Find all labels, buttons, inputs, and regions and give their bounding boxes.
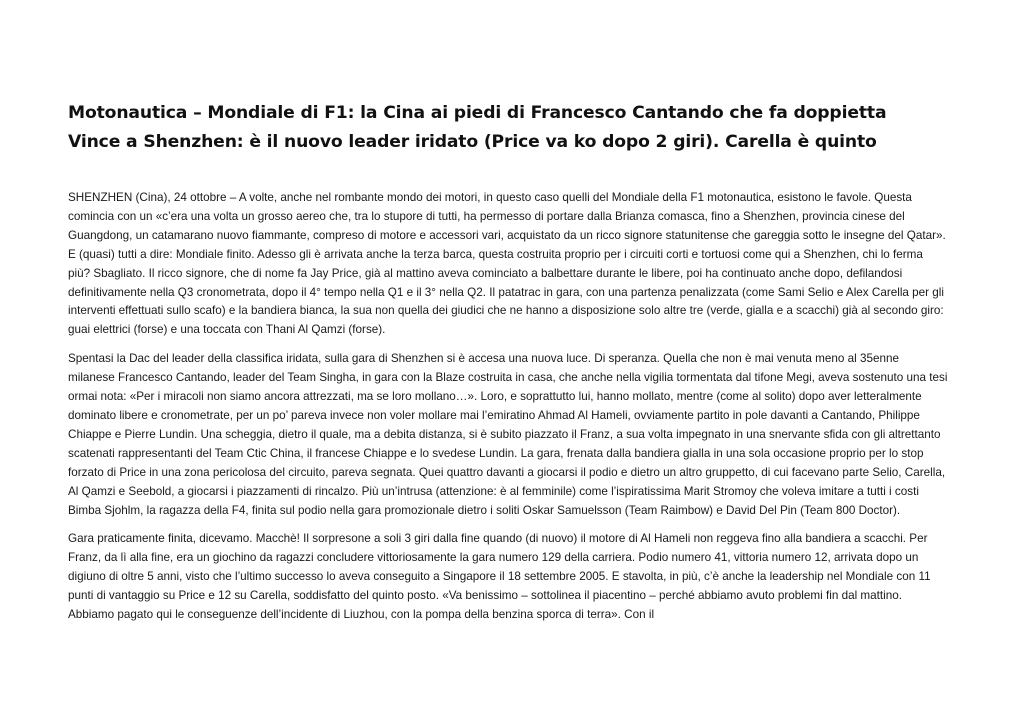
article-title-line-2: Vince a Shenzhen: è il nuovo leader iridato (Price va ko dopo 2 giri). Carella è quinto (68, 132, 877, 152)
article-paragraph-2: Spentasi la Dac del leader della classifica iridata, sulla gara di Shenzhen si è accesa una nuova luce. Di speranza. Quella che non è mai venuta meno al 35enne milanese Francesco Cantando, leader del Team Singha, in gara con la Blaze costruita in casa, che anche nella vigilia tormentata dal tifone Megi, aveva sostenuto una tesi ormai nota: «Per i miracoli non siamo ancora attrezzati, ma se loro mollano…». Loro, e soprattutto lui, hanno mollato, mentre (come al solito) dopo aver letteralmente dominato libere e cronometrate, per un po’ pareva invece non voler mollare mai l’emiratino Ahmad Al Hameli, ovviamente partito in pole davanti a Cantando, Philippe Chiappe e Pierre Lundin. Una scheggia, dietro il quale, ma a debita distanza, si è subito piazzato il Franz, a sua volta impegnato in una snervante sfida con gli altrettanto scatenati rappresentanti del Team Ctic China, il francese Chiappe e lo svedese Lundin. La gara, frenata dalla bandiera gialla in una sola occasione proprio per lo stop forzato di Price in una zona pericolosa del circuito, pareva segnata. Quei quattro davanti a giocarsi il podio e dietro un altro gruppetto, di cui facevano parte Selio, Carella, Al Qamzi e Seebold, a giocarsi i piazzamenti di rincalzo. Più un’intrusa (attenzione: è al femminile) come l’ispiratissima Marit Stromoy che voleva imitare a tutti i costi Bimba Sjohlm, la ragazza della F4, finita sul podio nella gara promozionale dietro i soliti Oskar Samuelsson (Team Raimbow) e David Del Pin (Team 800 Doctor). (68, 352, 948, 517)
article (68, 99, 948, 635)
article-title-line-1: Motonautica – Mondiale di F1: la Cina ai piedi di Francesco Cantando che fa doppietta (68, 103, 887, 123)
article-title (68, 99, 948, 157)
article-body (68, 189, 948, 625)
article-paragraph-3: Gara praticamente finita, dicevamo. Macchè! Il sorpresone a soli 3 giri dalla fine quando (di nuovo) il motore di Al Hameli non reggeva fino alla bandiera a scacchi. Per Franz, da lì alla fine, era un giochino da ragazzi concludere vittoriosamente la gara numero 129 della carriera. Podio numero 41, vittoria numero 12, arrivata dopo un digiuno di oltre 5 anni, visto che l’ultimo successo lo aveva conseguito a Singapore il 18 settembre 2005. E stavolta, in più, c’è anche la leadership nel Mondiale con 11 punti di vantaggio su Price e 12 su Carella, soddisfatto del quinto posto. «Va benissimo – sottolinea il piacentino – perché abbiamo avuto problemi fin dal mattino. Abbiamo pagato qui le conseguenze dell’incidente di Liuzhou, con la pompa della benzina sporca di terra». Con il (68, 532, 931, 622)
article-paragraph-1: SHENZHEN (Cina), 24 ottobre – A volte, anche nel rombante mondo dei motori, in questo caso quelli del Mondiale della F1 motonautica, esistono le favole. Questa comincia con un «c’era una volta un grosso aereo che, tra lo stupore di tutti, ha permesso di portare dalla Brianza comasca, fino a Shenzhen, provincia cinese del Guangdong, un catamarano nuovo fiammante, compreso di motore e accessori vari, acquistato da un ricco signore statunitense che gareggia sotto le insegne del Qatar». E (quasi) tutti a dire: Mondiale finito. Adesso gli è arrivata anche la terza barca, questa costruita proprio per i circuiti corti e tortuosi come qui a Shenzhen, chi lo ferma più? Sbagliato. Il ricco signore, che di nome fa Jay Price, già al mattino aveva cominciato a balbettare durante le libere, poi ha continuato anche dopo, defilandosi definitivamente nella Q3 cronometrata, dopo il 4° tempo nella Q1 e il 3° nella Q2. Il patatrac in gara, con una partenza penalizzata (come Sami Selio e Alex Carella per gli interventi effettuati sullo scafo) e la bandiera bianca, la sua non quella dei giudici che ne hanno a disposizione solo altre tre (verde, gialla e a scacchi) già al secondo giro: guai elettrici (forse) e una toccata con Thani Al Qamzi (forse). (68, 191, 946, 337)
